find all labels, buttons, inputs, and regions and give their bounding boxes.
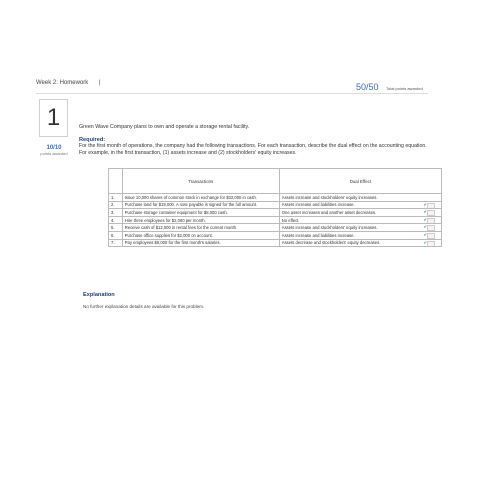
header-dual-effect: Dual Effect bbox=[279, 169, 441, 194]
dropdown-icon[interactable] bbox=[427, 241, 435, 247]
question-points-label: points awarded bbox=[40, 151, 68, 156]
header-divider bbox=[36, 93, 428, 94]
dual-effect-value: Assets increase and stockholders' equity increases. bbox=[281, 225, 378, 231]
question-number: 1 bbox=[39, 99, 68, 137]
total-score-value: 50/50 bbox=[356, 82, 379, 92]
transactions-table bbox=[108, 168, 442, 247]
transaction-text: Purchase land for $19,000. A note payable is signed for the full amount. bbox=[122, 201, 279, 209]
dual-effect-select[interactable] bbox=[279, 224, 441, 232]
dropdown-icon[interactable] bbox=[427, 233, 435, 239]
checkmark-icon: ✔ bbox=[423, 201, 427, 207]
checkmark-icon: ✔ bbox=[423, 224, 427, 230]
required-label: Required: bbox=[79, 137, 106, 143]
dual-effect-select[interactable] bbox=[279, 239, 441, 247]
header-number bbox=[109, 169, 123, 194]
row-number: 5. bbox=[109, 224, 123, 232]
row-number: 7. bbox=[109, 239, 123, 247]
table-row bbox=[109, 209, 442, 217]
checkmark-icon: ✔ bbox=[423, 216, 427, 222]
dual-effect-value: Assets increase and stockholders' equity increases. bbox=[281, 194, 378, 200]
transaction-text: Hire three employees for $2,000 per month. bbox=[122, 216, 279, 224]
dual-effect-value: Assets decrease and stockholders' equity decreases. bbox=[281, 240, 381, 246]
dual-effect-select[interactable] bbox=[279, 216, 441, 224]
question-intro: Green Wave Company plans to own and operate a storage rental facility. bbox=[79, 124, 250, 130]
row-number: 3. bbox=[109, 209, 123, 217]
dropdown-icon[interactable] bbox=[427, 218, 435, 224]
dual-effect-select[interactable] bbox=[279, 194, 441, 202]
table-row bbox=[109, 216, 442, 224]
transaction-text: Purchase office supplies for $2,000 on account. bbox=[122, 231, 279, 239]
question-instructions: For the first month of operations, the company had the following transactions. For each transaction, describe the dual effect on the accounting equation. For example, in the first transaction, (1) assets increase and (2) stockholders' equity increases. bbox=[79, 143, 427, 156]
dual-effect-value: Assets increase and liabilities increase. bbox=[281, 202, 355, 208]
transaction-text: Receive cash of $12,000 in rental fees for the current month. bbox=[122, 224, 279, 232]
checkmark-icon: ✔ bbox=[423, 231, 427, 237]
explanation-text: No further explanation details are available for this problem. bbox=[83, 304, 205, 309]
checkmark-icon: ✔ bbox=[423, 239, 427, 245]
header-separator: | bbox=[99, 80, 101, 86]
assignment-title: Week 2: Homework bbox=[36, 80, 89, 86]
total-score-label: Total points awarded bbox=[385, 86, 423, 91]
transaction-text: Purchase storage container equipment for $8,000 cash. bbox=[122, 209, 279, 217]
table-row bbox=[109, 194, 442, 202]
dual-effect-select[interactable] bbox=[279, 231, 441, 239]
table-row bbox=[109, 224, 442, 232]
transaction-text: Issue 10,000 shares of common stock in exchange for $32,000 in cash. bbox=[122, 194, 279, 202]
row-number: 6. bbox=[109, 231, 123, 239]
table-row bbox=[109, 231, 442, 239]
question-points bbox=[33, 145, 75, 156]
dual-effect-value: Assets increase and liabilities increase. bbox=[281, 232, 355, 238]
checkmark-icon: ✔ bbox=[423, 209, 427, 215]
dual-effect-value: No effect bbox=[281, 217, 299, 223]
transaction-text: Pay employees $6,000 for the first month's salaries. bbox=[122, 239, 279, 247]
header-transactions: Transactions bbox=[122, 169, 279, 194]
dropdown-icon[interactable] bbox=[427, 225, 435, 231]
row-number: 4. bbox=[109, 216, 123, 224]
dropdown-icon[interactable] bbox=[427, 203, 435, 209]
table-row bbox=[109, 201, 442, 209]
table-row bbox=[109, 239, 442, 247]
row-number: 2. bbox=[109, 201, 123, 209]
question-points-value: 10/10 bbox=[46, 145, 62, 151]
row-number: 1. bbox=[109, 194, 123, 202]
table-header-row bbox=[109, 169, 442, 194]
dual-effect-select[interactable] bbox=[279, 209, 441, 217]
explanation-title: Explanation bbox=[83, 292, 115, 298]
dual-effect-select[interactable] bbox=[279, 201, 441, 209]
dropdown-icon[interactable] bbox=[427, 210, 435, 216]
dual-effect-value: One asset increases and another asset decreases. bbox=[281, 209, 377, 215]
